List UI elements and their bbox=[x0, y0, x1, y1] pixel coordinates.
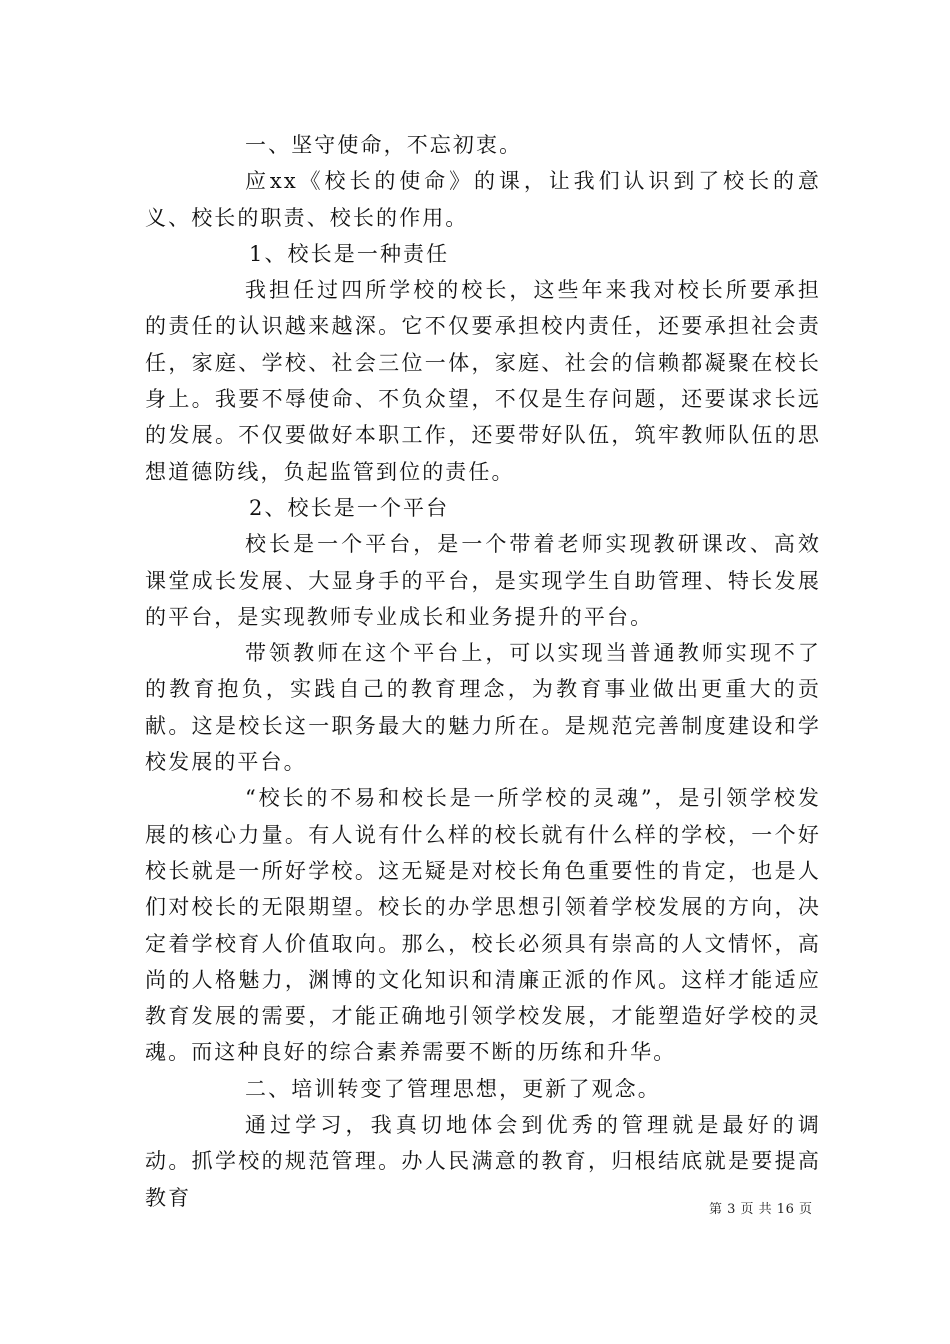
paragraph-lead-teachers: 带领教师在这个平台上，可以实现当普通教师实现不了的教育抱负，实践自己的教育理念，为教育事业做出更重大的贡献。这是校长这一职务最大的魅力所在。是规范完善制度建设和学校发展的平台。 bbox=[145, 641, 821, 775]
subheading-platform: 2、校长是一个平台 bbox=[249, 495, 450, 520]
document-body bbox=[145, 127, 821, 1216]
paragraph-responsibility: 我担任过四所学校的校长，这些年来我对校长所要承担的责任的认识越来越深。它不仅要承担校内责任，还要承担社会责任，家庭、学校、社会三位一体，家庭、社会的信赖都凝聚在校长身上。我要不辱使命、不负众望，不仅是生存问题，还要谋求长远的发展。不仅要做好本职工作，还要带好队伍，筑牢教师队伍的思想道德防线，负起监管到位的责任。 bbox=[145, 278, 821, 484]
paragraph-management: 通过学习，我真切地体会到优秀的管理就是最好的调动。抓学校的规范管理。办人民满意的教育，归根结底就是要提高教育 bbox=[145, 1113, 821, 1210]
subheading-responsibility: 1、校长是一种责任 bbox=[249, 241, 450, 266]
section-heading-1: 一、坚守使命，不忘初衷。 bbox=[245, 133, 523, 157]
paragraph-intro: 应xx《校长的使命》的课，让我们认识到了校长的意义、校长的职责、校长的作用。 bbox=[145, 169, 821, 230]
page-number-footer: 第 3 页 共 16 页 bbox=[709, 1202, 813, 1217]
paragraph-platform: 校长是一个平台，是一个带着老师实现教研课改、高效课堂成长发展、大显身手的平台，是实现学生自助管理、特长发展的平台，是实现教师专业成长和业务提升的平台。 bbox=[145, 532, 821, 629]
section-heading-2: 二、培训转变了管理思想，更新了观念。 bbox=[245, 1076, 661, 1101]
paragraph-soul-of-school: “校长的不易和校长是一所学校的灵魂”，是引领学校发展的核心力量。有人说有什么样的校长就有什么样的学校，一个好校长就是一所好学校。这无疑是对校长角色重要性的肯定，也是人们对校长的无限期望。校长的办学思想引领着学校发展的方向，决定着学校育人价值取向。那么，校长必须具有崇高的人文情怀，高尚的人格魅力，渊博的文化知识和清廉正派的作风。这样才能适应教育发展的需要，才能正确地引领学校发展，才能塑造好学校的灵魂。而这种良好的综合素养需要不断的历练和升华。 bbox=[145, 786, 821, 1065]
